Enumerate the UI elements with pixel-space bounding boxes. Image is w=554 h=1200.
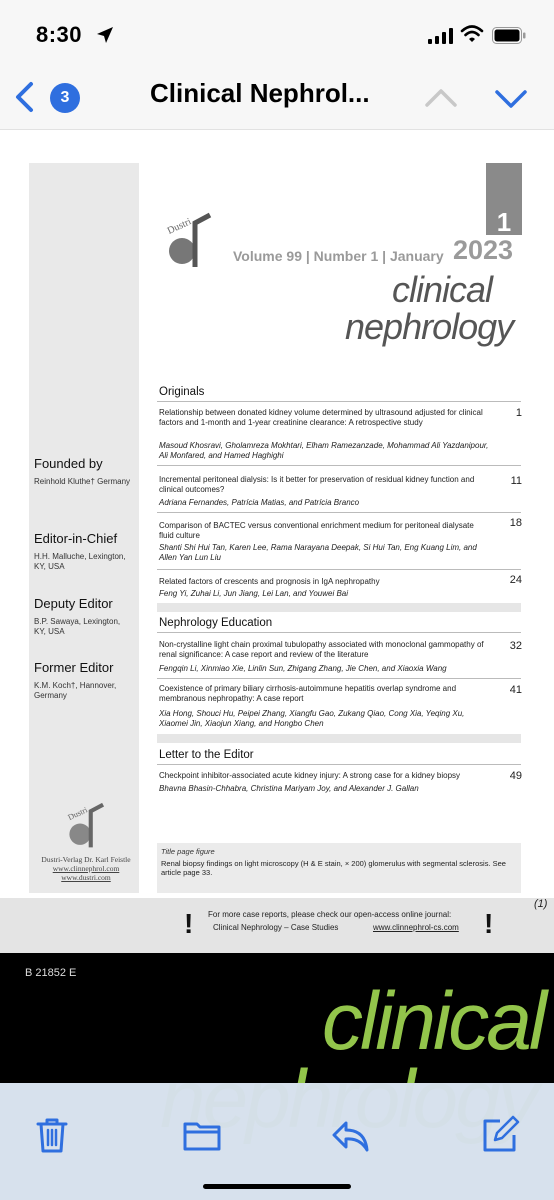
article-authors: Bhavna Bhasin-Chhabra, Christina Mariyam Joy, and Alexander J. Gallan bbox=[159, 784, 419, 793]
article-title: Non-crystalline light chain proximal tubulopathy associated with monoclonal gammopathy of renal significance: A case report and review of the literature bbox=[159, 640, 484, 659]
reply-icon[interactable] bbox=[330, 1115, 370, 1155]
figure-caption: Renal biopsy findings on light microscopy (H & E stain, × 200) glomerulus with segmental sclerosis. See article page 33. bbox=[161, 859, 506, 877]
article-page: 41 bbox=[509, 684, 522, 696]
page-footnote: (1) bbox=[534, 898, 548, 910]
back-chevron-icon[interactable] bbox=[12, 81, 36, 113]
section-separator bbox=[157, 734, 521, 743]
journal-title-line1: clinical bbox=[392, 269, 493, 310]
deputy-editor-text: B.P. Sawaya, Lexington, KY, USA bbox=[34, 617, 121, 636]
chevron-up-icon[interactable] bbox=[424, 86, 458, 108]
publisher-name: Dustri-Verlag Dr. Karl Feistle bbox=[41, 855, 131, 864]
article-page: 11 bbox=[510, 475, 522, 487]
editor-text: H.H. Malluche, Lexington, KY, USA bbox=[34, 552, 126, 571]
barcode-text: B 21852 E bbox=[25, 967, 77, 979]
location-arrow-icon bbox=[96, 26, 114, 44]
section-title-letter-to-the-editor: Letter to the Editor bbox=[159, 749, 254, 761]
nav-bar bbox=[0, 64, 554, 130]
article-page: 1 bbox=[515, 407, 522, 419]
unread-count-badge[interactable]: 3 bbox=[50, 83, 80, 113]
issue-year: 2023 bbox=[453, 235, 514, 265]
volume-line: Volume 99 | Number 1 | January bbox=[233, 248, 444, 264]
article-title: Incremental peritoneal dialysis: Is it better for preservation of residual kidney function and clinical outcomes? bbox=[159, 475, 475, 494]
battery-icon bbox=[492, 27, 526, 44]
article-title: Checkpoint inhibitor-associated acute kidney injury: A strong case for a kidney biopsy bbox=[159, 771, 461, 780]
article-title: Relationship between donated kidney volume determined by ultrasound adjusted for clinical factors and 1-month and 1-year creatinine clearance: A retrospective study bbox=[159, 408, 483, 427]
svg-text:Dustri: Dustri bbox=[66, 805, 89, 823]
cover-sidebar bbox=[29, 163, 139, 893]
dustri-small-logo-icon bbox=[62, 803, 108, 849]
article-page: 32 bbox=[509, 640, 522, 652]
home-indicator[interactable] bbox=[203, 1184, 351, 1189]
section-separator bbox=[157, 603, 521, 612]
status-time: 8:30 bbox=[36, 22, 83, 47]
deputy-editor-heading: Deputy Editor bbox=[34, 596, 113, 611]
former-editor-heading: Former Editor bbox=[34, 660, 114, 675]
article-title: Coexistence of primary biliary cirrhosis-autoimmune hepatitis overlap syndrome and membranous nephropathy: A case report bbox=[159, 684, 457, 703]
article-page: 49 bbox=[509, 770, 522, 782]
publisher-url-1[interactable]: www.clinnephrol.com bbox=[52, 864, 120, 873]
trash-icon[interactable] bbox=[32, 1115, 72, 1155]
compose-icon[interactable] bbox=[480, 1115, 520, 1155]
article-authors: Adriana Fernandes, Patrícia Matias, and Patrícia Branco bbox=[159, 498, 360, 507]
article-rule bbox=[157, 678, 521, 679]
attachment-preview[interactable] bbox=[0, 131, 554, 953]
article-authors: Feng Yi, Zuhai Li, Jun Jiang, Lei Lan, and Youwei Bai bbox=[159, 589, 349, 598]
article-rule bbox=[157, 512, 521, 513]
folder-icon[interactable] bbox=[182, 1115, 222, 1155]
article-authors: Xia Hong, Shouci Hu, Peipei Zhang, Xiangfu Gao, Zukang Qiao, Cong Xia, Yeqing Xu, Xiaomei Jin, Xiaojun Xiang, and Hongbo Chen bbox=[159, 709, 465, 728]
exclamation-icon: ! bbox=[484, 908, 494, 939]
svg-text:Dustri: Dustri bbox=[165, 216, 194, 237]
article-rule bbox=[157, 569, 521, 570]
back-cover-title-line1: clinical bbox=[322, 976, 545, 1067]
article-authors: Fengqin Li, Xinmiao Xie, Linlin Sun, Zhigang Zhang, Jie Chen, and Xiaoxia Wang bbox=[159, 664, 447, 673]
dustri-logo-icon bbox=[160, 213, 216, 269]
article-page: 24 bbox=[509, 574, 522, 586]
journal-title-line2: nephrology bbox=[345, 306, 514, 347]
article-authors: Shanti Shi Hui Tan, Karen Lee, Rama Narayana Deepak, Si Hui Tan, Eng Kuang Lim, and Allen Yan Lun Liu bbox=[159, 543, 477, 562]
article-authors: Masoud Khosravi, Gholamreza Mokhtari, Elham Ramezanzade, Mohammad Ali Yazdanipour, Ali Monfared, and Hamed Haghighi bbox=[159, 441, 489, 460]
info-text-line1: For more case reports, please check our open-access online journal: bbox=[208, 910, 452, 919]
section-title-nephrology-education: Nephrology Education bbox=[159, 617, 273, 629]
back-cover-page bbox=[0, 953, 554, 1083]
info-text-line2: Clinical Nephrology – Case Studies bbox=[213, 923, 339, 932]
founded-by-heading: Founded by bbox=[34, 456, 103, 471]
cellular-signal-icon bbox=[428, 28, 454, 44]
info-url-link[interactable]: www.clinnephrol-cs.com bbox=[373, 923, 459, 932]
article-rule bbox=[157, 465, 521, 466]
issue-number: 1 bbox=[496, 207, 512, 237]
article-title: Related factors of crescents and prognosis in IgA nephropathy bbox=[159, 577, 380, 586]
nav-title: Clinical Nephrol... bbox=[150, 78, 370, 108]
wifi-icon bbox=[461, 25, 483, 43]
status-bar bbox=[0, 0, 554, 64]
article-title: Comparison of BACTEC versus conventional enrichment medium for peritoneal dialysate fluid culture bbox=[159, 521, 474, 540]
chevron-down-icon[interactable] bbox=[494, 88, 528, 110]
publisher-url-2[interactable]: www.dustri.com bbox=[61, 873, 111, 882]
bottom-toolbar bbox=[0, 1083, 554, 1200]
figure-label: Title page figure bbox=[161, 847, 215, 856]
section-rule bbox=[157, 764, 521, 765]
editor-heading: Editor-in-Chief bbox=[34, 531, 118, 546]
founded-by-text: Reinhold Kluthe† Germany bbox=[34, 477, 131, 486]
article-page: 18 bbox=[509, 517, 522, 529]
section-title-originals: Originals bbox=[159, 386, 205, 398]
exclamation-icon: ! bbox=[184, 908, 194, 939]
section-rule bbox=[157, 632, 521, 633]
section-rule bbox=[157, 401, 521, 402]
former-editor-text: K.M. Koch†, Hannover, Germany bbox=[34, 681, 117, 700]
